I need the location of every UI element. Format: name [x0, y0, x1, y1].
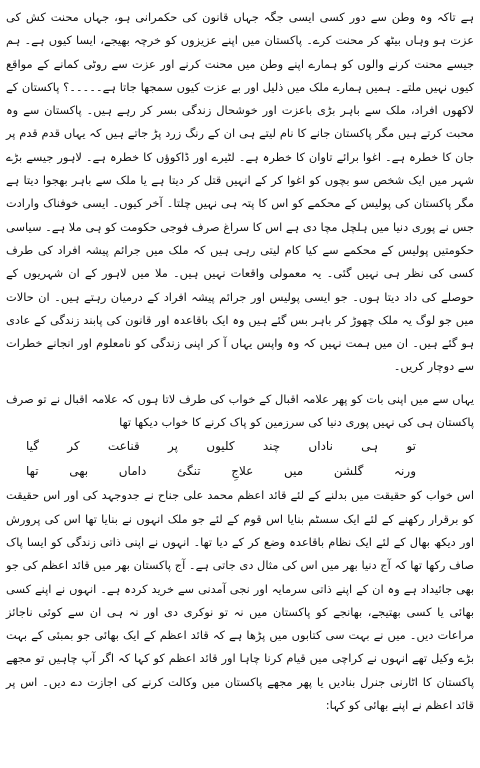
- paragraph-3: اس خواب کو حقیقت میں بدلنے کے لئے قائد اعظم محمد علی جناح نے جدوجہد کی اور اس حقیقت کو برقرار رکھنے کے لئے ایک سسٹم بنایا اس قوم کے لئے جو ملک انہوں نے بنایا تھا اس کی پرورش اور دیکھ بھال کے لئے ایک نظام باقاعدہ وضع کر کے دیا تھا۔ انہوں نے اپنی ذاتی زندگی کو ایسا پاک صاف رکھا تھا کہ آج دنیا بھر میں اس کی مثال دی جاتی ہے۔ آج پاکستان بھر میں قائد اعظم کی جو بھی جائیداد ہے وہ ان کے اپنے ذاتی سرمایہ اور نجی آمدنی سے خرید کردہ ہے۔ انہوں نے اپنے کسی بھائی یا کسی بھتیجے، بھانجے کو پاکستان میں نہ تو نوکری دی اور نہ ہی ان سے کوئی ناجائز مراعات دیں۔ میں نے بہت سی کتابوں میں پڑھا ہے کہ قائد اعظم کے ایک بھائی جو بمبئی کے بہت بڑے وکیل تھے انہوں نے کراچی میں قیام کرنا چاہا اور قائد اعظم کو کہا کہ اگر آپ چاہیں تو مجھے پاکستان کا اٹارنی جنرل بنادیں یا پھر مجھے پاکستان میں وکالت کرنے کی اجازت دے دیں۔ اس پر قائد اعظم نے اپنے بھائی کو کہا:: [6, 488, 474, 713]
- verse-line-2: ورنہ گلشن میں علاجِ تنگئ داماں بھی تھا: [26, 464, 416, 479]
- paragraph-2: یہاں سے میں اپنی بات کو پھر علامہ اقبال کے خواب کی طرف لاتا ہوں کہ علامہ اقبال نے تو صرف پاکستان ہی کی نہیں پوری دنیا کی سرزمین کو پاک کرنے کا خواب دیکھا تھا: [6, 391, 474, 430]
- paragraph-1: ہے تاکہ وہ وطن سے دور کسی ایسی جگہ جہاں قانون کی حکمرانی ہو، جہاں محنت کش کی عزت ہو وہاں بیٹھ کر محنت کرے۔ پاکستان میں اپنے عزیزوں کو خرچہ بھیجے، ایسا کیوں ہے۔ ہم جیسے محنت کرنے والوں کو ہمارے اپنے وطن میں محنت کرنے اور عزت سے روٹی کمانے کے مواقع کیوں نہیں ملتے۔ ہمیں ہمارے ملک میں ذلیل اور بے عزت کیوں سمجھا جاتا ہے۔۔۔۔۔؟ پاکستان کے لاکھوں افراد، ملک سے باہر بڑی باعزت اور خوشحال زندگی بسر کر رہے ہیں۔ پاکستان سے وہ محبت کرتے ہیں مگر پاکستان جانے کا نام لیتے ہی ان کے رنگ زرد پڑ جاتے ہیں کہ یہاں قدم قدم پر جان کا خطرہ ہے۔ اغوا برائے تاوان کا خطرہ ہے۔ لٹیرے اور ڈاکوؤں کا خطرہ ہے۔ لاہور جیسے بڑے شہر میں ایک شخص سو بچوں کو اغوا کر کے انہیں قتل کر دیتا ہے یا ملک سے باہر بھجوا دیتا ہے مگر پاکستان کی پولیس کے محکمے کو اس کا پتہ ہی نہیں چلتا۔ آخر کیوں۔ ایسی خوفناک وارادت جس نے پوری دنیا میں ہلچل مچا دی ہے اس کا سراغ صرف فوجی حکومت کو ہی ملا ہے۔ سیاسی حکومتیں پولیس کے محکمے سے کیا کام لیتی رہی ہیں کہ ملک میں جرائم پیشہ افراد کی طرف کسی کی نظر ہی نہیں گئی۔ یہ معمولی واقعات نہیں ہیں۔ ملا میں لاہور کے ان شہریوں کے حوصلے کی داد دیتا ہوں۔ جو ایسی پولیس اور جرائم پیشہ افراد کے درمیان رہتے ہیں۔ ان حالات میں جو لوگ یہ ملک چھوڑ کر باہر بس گئے ہیں وہ ایک باقاعدہ اور قانون کی پابند زندگی کے عادی ہو گئے ہیں۔ ان میں ہمت نہیں کہ وہ واپس یہاں آ کر اپنی زندگی کو نامعلوم اور انجانے خطرات سے دوچار کریں۔: [6, 10, 474, 374]
- verse-line-1: تو ہی ناداں چند کلیوں پر قناعت کر گیا: [26, 439, 416, 454]
- verse-block: [6, 434, 474, 484]
- paragraph-gap: [6, 379, 474, 388]
